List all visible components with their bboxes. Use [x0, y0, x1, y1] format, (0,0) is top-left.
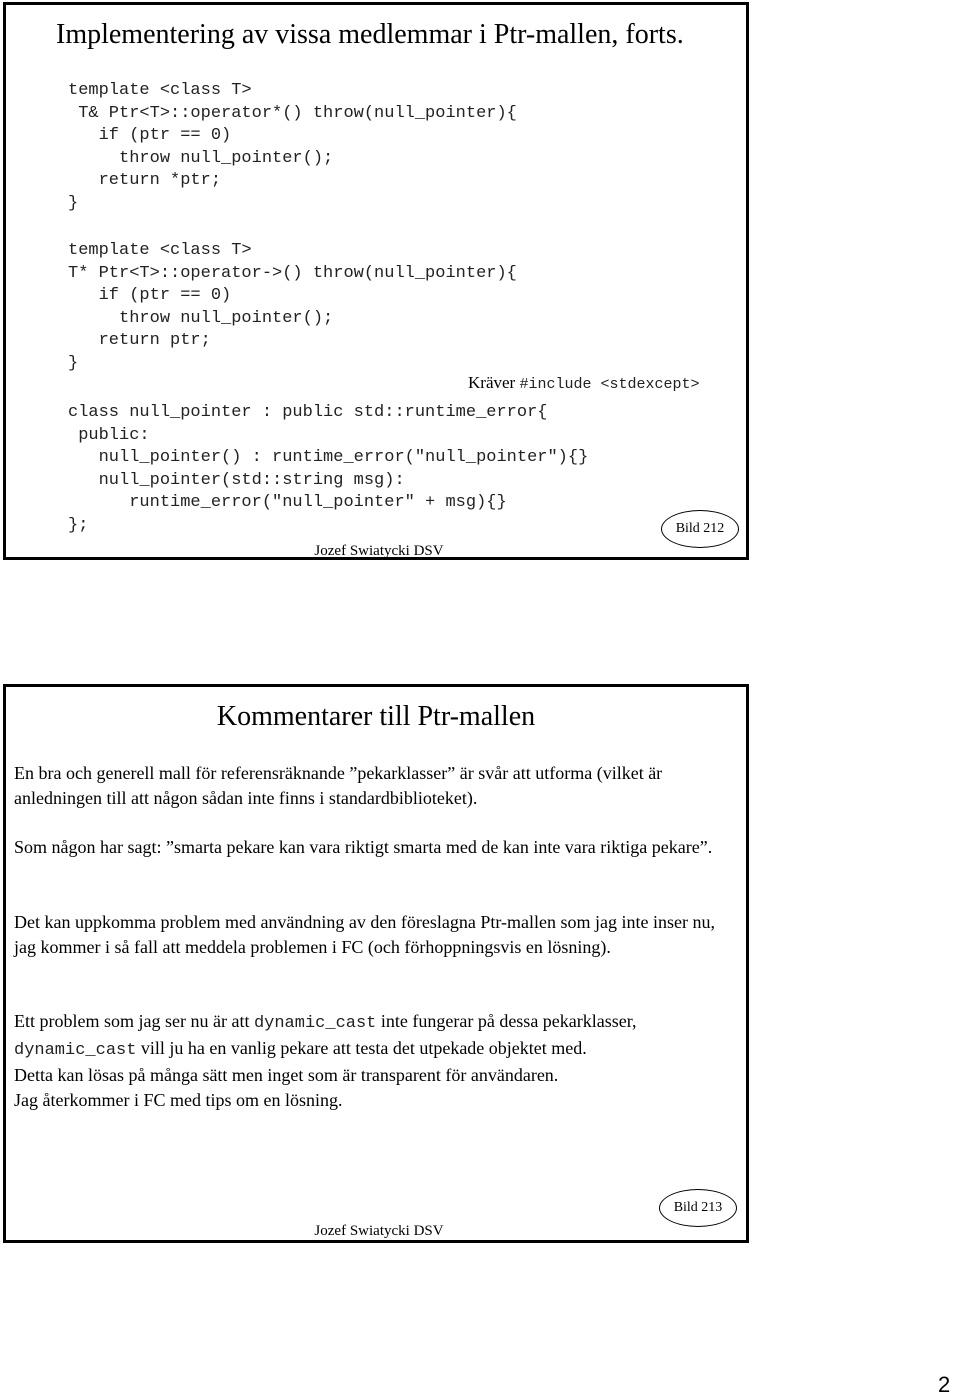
inline-code: dynamic_cast [253, 1014, 377, 1033]
slide-footer: Jozef Swiatycki DSV [314, 1223, 444, 1239]
code-block-operator-star: template <class T> T& Ptr<T>::operator*() throw(null_pointer){ if (ptr == 0) throw null_pointer(); return *ptr; } [68, 81, 517, 213]
paragraph-text: Jag återkommer i FC med tips om en lösning. [14, 1090, 343, 1110]
include-note [468, 373, 699, 393]
paragraph-dynamic-cast [14, 1009, 739, 1113]
paragraph-text: Detta kan lösas på många sätt men inget som är transparent för användaren. [14, 1065, 559, 1085]
paragraph-text: inte fungerar på dessa pekarklasser, [376, 1011, 637, 1031]
slide-title: Kommentarer till Ptr-mallen [216, 701, 536, 732]
paragraph: En bra och generell mall för referensräknande ”pekarklasser” är svår att utforma (vilket är anledningen till att någon sådan inte finns i standardbiblioteket). [14, 763, 663, 808]
paragraph: Det kan uppkomma problem med användning av den föreslagna Ptr-mallen som jag inte inser nu, jag kommer i så fall att meddela problemen i FC (och förhoppningsvis en lösning). [14, 912, 715, 957]
slide-213 [3, 684, 749, 1243]
slide-footer: Jozef Swiatycki DSV [314, 543, 444, 559]
slide-title: Implementering av vissa medlemmar i Ptr-mallen, forts. [56, 19, 684, 50]
paragraph: Som någon har sagt: ”smarta pekare kan vara riktigt smarta med de kan inte vara riktiga pekare”. [14, 837, 713, 857]
code-block-operator-arrow: template <class T> T* Ptr<T>::operator->() throw(null_pointer){ if (ptr == 0) throw null_pointer(); return ptr; } [68, 241, 517, 373]
slide-212 [3, 2, 749, 560]
include-note-code: #include <stdexcept> [519, 376, 700, 393]
paragraph-text: Ett problem som jag ser nu är att [14, 1011, 254, 1031]
paragraph-text: vill ju ha en vanlig pekare att testa det utpekade objektet med. [136, 1038, 587, 1058]
slide-number-badge: Bild 213 [659, 1189, 737, 1227]
include-note-label: Kräver [468, 373, 520, 392]
page-number: 2 [938, 1372, 951, 1397]
inline-code: dynamic_cast [14, 1041, 137, 1060]
code-block-null-pointer-class: class null_pointer : public std::runtime_error{ public: null_pointer() : runtime_error("null_pointer"){} null_pointer(std::string msg): runtime_error("null_pointer" + msg){} }; [68, 403, 589, 535]
slide-number-badge: Bild 212 [661, 510, 739, 548]
